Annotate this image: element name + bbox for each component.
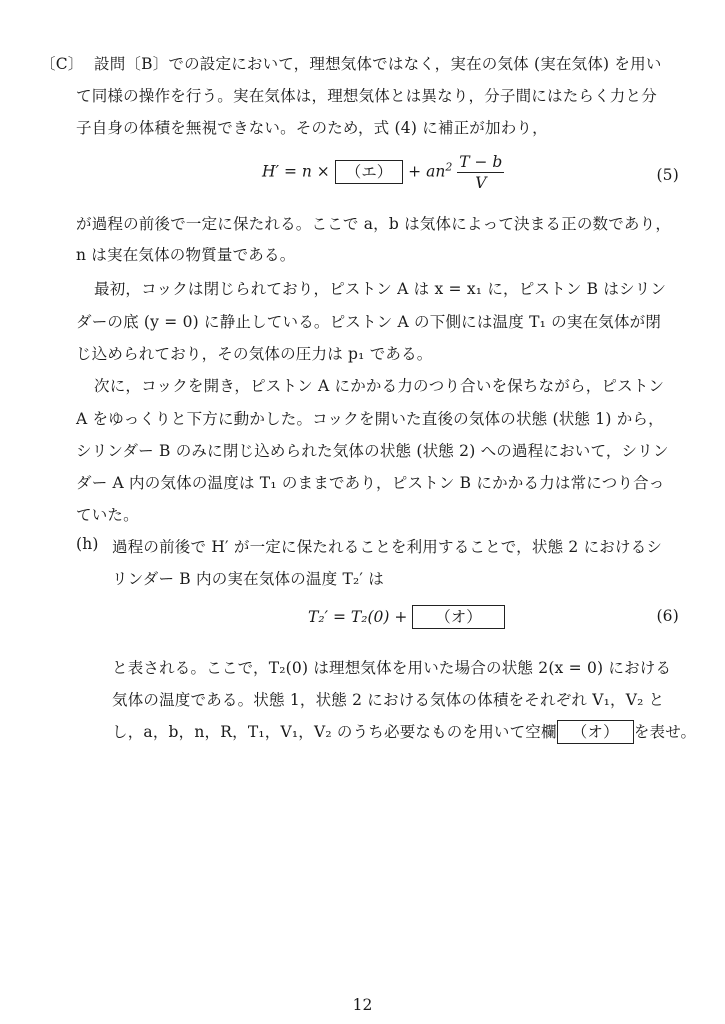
question-h-line-2: リンダー B 内の実在気体の温度 T₂′ は (112, 570, 384, 588)
blank-o-inline-box: （オ） (557, 720, 634, 744)
section-c-line-2: て同様の操作を行う。実在気体は，理想気体とは異なり，分子間にはたらく力と分 (76, 87, 657, 105)
eq6-number: (6) (656, 607, 679, 625)
eq6-lhs: T₂′ = T₂(0) + (308, 608, 408, 626)
para-next-line-1: 次に，コックを開き，ピストン A にかかる力のつり合いを保ちながら，ピストン (94, 377, 665, 395)
section-c-line-3: 子自身の体積を無視できない。そのため，式 (4) に補正が加わり， (76, 119, 548, 137)
para-initial-line-3: じ込められており，その気体の圧力は p₁ である。 (76, 345, 433, 363)
eq5-denominator: V (475, 174, 487, 192)
para-h-line-3-pre: し，a，b，n，R，T₁，V₁，V₂ のうち必要なものを用いて空欄 (112, 723, 557, 741)
section-label: 〔C〕 (40, 55, 84, 73)
page-number: 12 (352, 996, 373, 1014)
blank-e-box: （エ） (335, 160, 404, 184)
eq5-exponent: 2 (445, 160, 453, 174)
para-next-line-5: ていた。 (76, 506, 139, 524)
section-c-line-1: 設問〔B〕での設定において，理想気体ではなく，実在の気体 (実在気体) を用い (94, 55, 662, 73)
para-next-line-3: シリンダー B のみに閉じ込められた気体の状態 (状態 2) への過程において，シリン (76, 442, 669, 460)
eq5-numerator: T − b (459, 153, 503, 171)
para-eq5-line-1: が過程の前後で一定に保たれる。ここで a，b は気体によって決まる正の数であり， (76, 215, 672, 233)
eq5-number: (5) (656, 166, 679, 184)
eq5-fraction (457, 152, 504, 193)
para-h-line-1: と表される。ここで，T₂(0) は理想気体を用いた場合の状態 2(x = 0) における (112, 659, 672, 677)
para-h-line-3-post: を表せ。 (633, 723, 697, 741)
eq5-lhs: H′ = n × (262, 162, 330, 181)
equation-5 (262, 152, 504, 193)
question-h-line-1: 過程の前後で H′ が一定に保たれることを利用することで，状態 2 におけるシ (112, 538, 663, 556)
para-eq5-line-2: n は実在気体の物質量である。 (76, 246, 296, 264)
para-initial-line-1: 最初，コックは閉じられており，ピストン A は x = x₁ に，ピストン B はシリン (94, 280, 667, 298)
para-h-line-2: 気体の温度である。状態 1，状態 2 における気体の体積をそれぞれ V₁，V₂ と (112, 691, 665, 709)
question-h-label: (h) (76, 535, 99, 553)
equation-6 (308, 605, 505, 629)
para-next-line-2: A をゆっくりと下方に動かした。コックを開いた直後の気体の状態 (状態 1) から， (76, 410, 664, 428)
para-initial-line-2: ダーの底 (y = 0) に静止している。ピストン A の下側には温度 T₁ の実在気体が閉 (76, 313, 662, 331)
para-h-line-3 (112, 720, 696, 744)
eq5-plus-term: + an (408, 162, 446, 181)
blank-o-box: （オ） (412, 605, 505, 629)
para-next-line-4: ダー A 内の気体の温度は T₁ のままであり，ピストン B にかかる力は常につり合っ (76, 474, 665, 492)
